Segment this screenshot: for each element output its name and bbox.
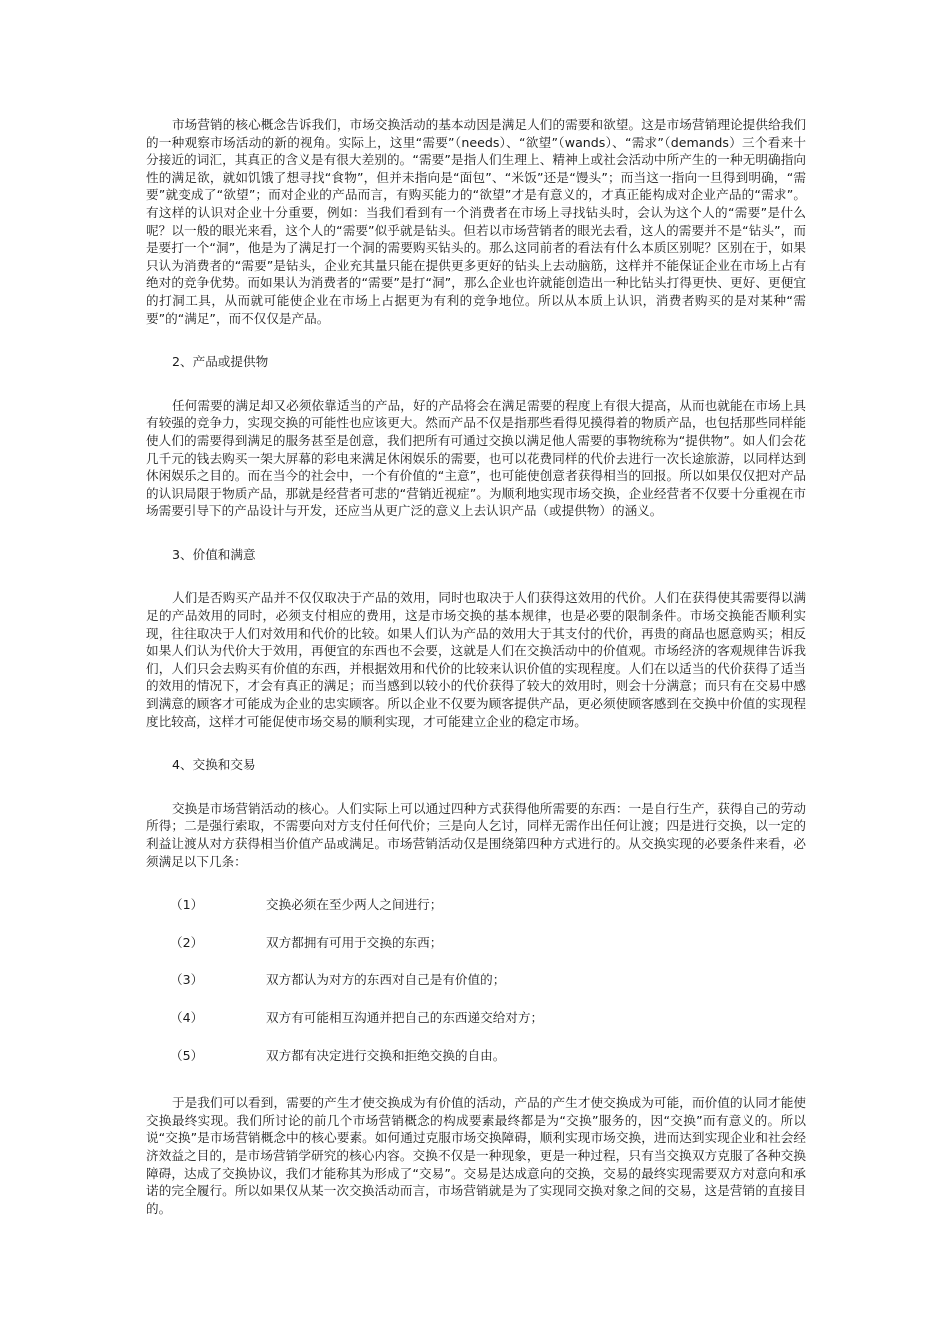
section-heading-exchange: 4、交换和交易 bbox=[172, 757, 256, 773]
section-heading-products: 2、产品或提供物 bbox=[172, 354, 269, 370]
list-item-text: 双方都有决定进行交换和拒绝交换的自由。 bbox=[266, 1047, 506, 1063]
list-item-text: 交换必须在至少两人之间进行； bbox=[266, 897, 443, 913]
list-item-number: （5） bbox=[170, 1047, 204, 1063]
list-item bbox=[170, 971, 806, 989]
list-item-text: 双方有可能相互沟通并把自己的东西递交给对方； bbox=[266, 1009, 544, 1025]
list-item bbox=[170, 1009, 806, 1027]
list-item-number: （1） bbox=[170, 897, 204, 913]
list-item bbox=[170, 1047, 806, 1065]
list-item-text: 双方都拥有可用于交换的东西； bbox=[266, 934, 443, 950]
list-item bbox=[170, 896, 806, 914]
list-item-number: （4） bbox=[170, 1009, 204, 1025]
list-item-number: （3） bbox=[170, 972, 204, 988]
document-page bbox=[146, 116, 806, 1217]
exchange-conditions-list bbox=[146, 896, 806, 1064]
paragraph-products: 任何需要的满足却又必须依靠适当的产品，好的产品将会在满足需要的程度上有很大提高，从而也就能在市场上具有较强的竞争力，实现交换的可能性也应该更大。然而产品不仅是指那些看得见摸得着的物质产品，也包括那些同样能使人们的需要得到满足的服务甚至是创意，我们把所有可通过交换以满足他人需要的事物统称为“提供物”。如人们会花几千元的钱去购买一架大屏幕的彩电来满足休闲娱乐的需要，也可以花费同样的代价去进行一次长途旅游，以同样达到休闲娱乐之目的。而在当今的社会中，一个有价值的“主意”，也可能使创意者获得相当的回报。所以如果仅仅把对产品的认识局限于物质产品，那就是经营者可悲的“营销近视症”。为顺利地实现市场交换，企业经营者不仅要十分重视在市场需要引导下的产品设计与开发，还应当从更广泛的意义上去认识产品（或提供物）的涵义。 bbox=[146, 397, 806, 519]
section-heading-value: 3、价值和满意 bbox=[172, 546, 256, 562]
paragraph-exchange: 交换是市场营销活动的核心。人们实际上可以通过四种方式获得他所需要的东西：一是自行生产，获得自己的劳动所得；二是强行索取，不需要向对方支付任何代价；三是向人乞讨，同样无需作出任何让渡；四是进行交换，以一定的利益让渡从对方获得相当价值产品或满足。市场营销活动仅是围绕第四种方式进行的。从交换实现的必要条件来看，必须满足以下几条： bbox=[146, 800, 806, 869]
list-item-number: （2） bbox=[170, 934, 204, 950]
list-item-text: 双方都认为对方的东西对自己是有价值的； bbox=[266, 972, 506, 988]
paragraph-value: 人们是否购买产品并不仅仅取决于产品的效用，同时也取决于人们获得这效用的代价。人们在获得使其需要得以满足的产品效用的同时，必须支付相应的费用，这是市场交换的基本规律，也是必要的限制条件。市场交换能否顺利实现，往往取决于人们对效用和代价的比较。如果人们认为产品的效用大于其支付的代价，再贵的商品也愿意购买；相反如果人们认为代价大于效用，再便宜的东西也不会要，这就是人们在交换活动中的价值观。市场经济的客观规律告诉我们，人们只会去购买有价值的东西，并根据效用和代价的比较来认识价值的实现程度。人们在以适当的代价获得了适当的效用的情况下，才会有真正的满足；而当感到以较小的代价获得了较大的效用时，则会十分满意；而只有在交易中感到满意的顾客才可能成为企业的忠实顾客。所以企业不仅要为顾客提供产品，更必须使顾客感到在交换中价值的实现程度比较高，这样才可能促使市场交易的顺利实现，才可能建立企业的稳定市场。 bbox=[146, 590, 806, 729]
paragraph-needs: 市场营销的核心概念告诉我们，市场交换活动的基本动因是满足人们的需要和欲望。这是市场营销理论提供给我们的一种观察市场活动的新的视角。实际上，这里“需要”（needs）、“欲望”（wands）、“需求”（demands）三个看来十分接近的词汇，其真正的含义是有很大差别的。“需要”是指人们生理上、精神上或社会活动中所产生的一种无明确指向性的满足欲，就如饥饿了想寻找“食物”，但并未指向是“面包”、“米饭”还是“馒头”；而当这一指向一旦得到明确，“需要”就变成了“欲望”；而对企业的产品而言，有购买能力的“欲望”才是有意义的，才真正能构成对企业产品的“需求”。有这样的认识对企业十分重要，例如：当我们看到有一个消费者在市场上寻找钻头时，会认为这个人的“需要”是什么呢？以一般的眼光来看，这个人的“需要”似乎就是钻头。但若以市场营销者的眼光去看，这人的需要并不是“钻头”，而是要打一个“洞”，他是为了满足打一个洞的需要购买钻头的。那么这同前者的看法有什么本质区别呢？区别在于，如果只认为消费者的“需要”是钻头，企业充其量只能在提供更多更好的钻头上去动脑筋，这样并不能保证企业在市场上占有绝对的竞争优势。而如果认为消费者的“需要”是打“洞”，那么企业也许就能创造出一种比钻头打得更快、更好、更便宜的打洞工具，从而就可能使企业在市场上占据更为有利的竞争地位。所以从本质上认识，消费者购买的是对某种“需要”的“满足”，而不仅仅是产品。 bbox=[146, 117, 806, 326]
paragraph-transaction: 于是我们可以看到，需要的产生才使交换成为有价值的活动，产品的产生才使交换成为可能，而价值的认同才能使交换最终实现。我们所讨论的前几个市场营销概念的构成要素最终都是为“交换”服务的，因“交换”而有意义的。所以说“交换”是市场营销概念中的核心要素。如何通过克服市场交换障碍，顺利实现市场交换，进而达到实现企业和社会经济效益之目的，是市场营销学研究的核心内容。交换不仅是一种现象，更是一种过程，只有当交换双方克服了各种交换障碍，达成了交换协议，我们才能称其为形成了“交易”。交易是达成意向的交换，交易的最终实现需要双方对意向和承诺的完全履行。所以如果仅从某一次交换活动而言，市场营销就是为了实现同交换对象之间的交易，这是营销的直接目的。 bbox=[146, 1095, 806, 1216]
list-item bbox=[170, 934, 806, 952]
